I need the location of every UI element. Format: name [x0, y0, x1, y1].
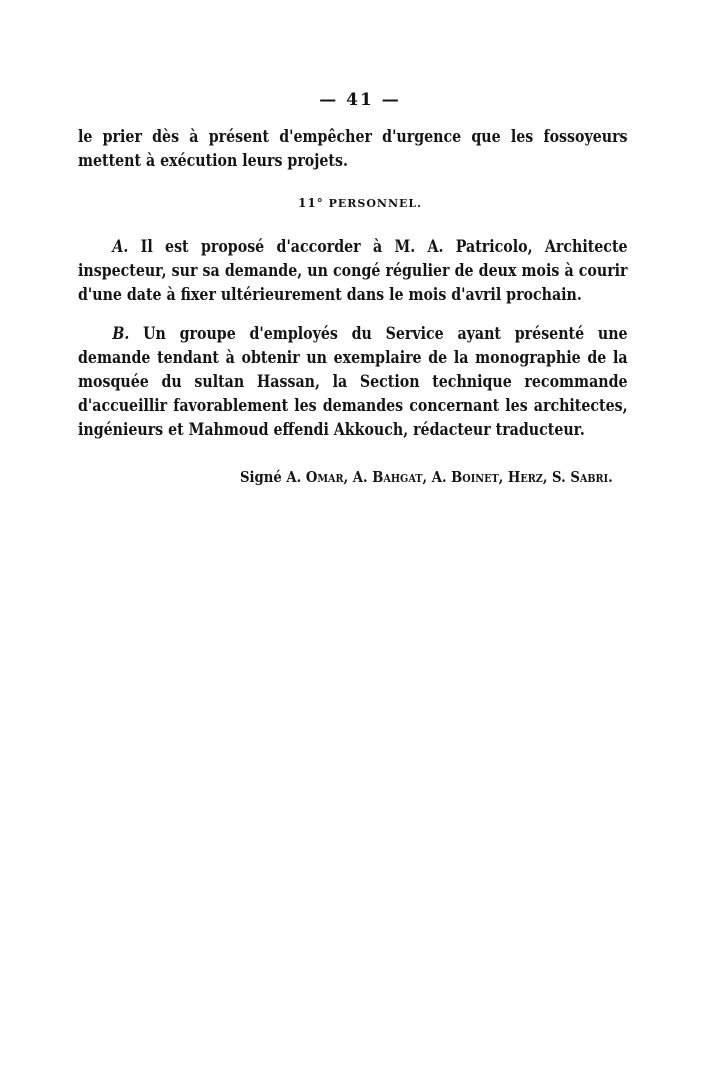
signatory-4-name: Herz	[507, 468, 543, 486]
signature-end: .	[608, 468, 613, 486]
section-heading	[0, 196, 720, 210]
intro-paragraph: le prier dès à présent d'empêcher d'urgence que les fossoyeurs mettent à exécution leurs projets.	[78, 127, 628, 170]
signature-separator: ,	[343, 468, 353, 486]
signatory-5-initial: S.	[552, 468, 571, 486]
signature-separator: ,	[542, 468, 553, 486]
paragraph-b-text: Un groupe d'employés du Service ayant présenté une demande tendant à obtenir un exemplaire de la monographie de la mosquée du sultan Hassan, la Section technique recommande d'accueillir favorablement les demandes concernant les architectes, ingénieurs et Mahmoud effendi Akkouch, rédacteur traducteur.	[78, 324, 628, 439]
signature-separator: ,	[422, 468, 432, 486]
paragraph-b	[78, 322, 628, 442]
signatory-5-name: Sabri	[570, 468, 609, 486]
signatory-3-initial: A.	[431, 468, 452, 486]
section-number: 11°	[298, 196, 324, 210]
signature-line	[240, 468, 613, 486]
paragraph-a-letter: A.	[112, 237, 129, 256]
page-number: — 41 —	[319, 90, 401, 110]
paragraph-a-text: Il est proposé d'accorder à M. A. Patricolo, Architecte inspecteur, sur sa demande, un congé régulier de deux mois à courir d'une date à fixer ultérieurement dans le mois d'avril prochain.	[78, 237, 628, 304]
section-title: PERSONNEL.	[328, 197, 422, 210]
paragraph-a	[78, 235, 628, 307]
signatory-1-name: Omar	[305, 468, 344, 486]
signatory-2-initial: A.	[352, 468, 373, 486]
signature-prefix: Signé	[240, 468, 282, 486]
signature-separator: ,	[498, 468, 508, 486]
paragraph-b-letter: B.	[112, 324, 130, 343]
signatory-3-name: Boinet	[451, 468, 499, 486]
signatory-2-name: Bahgat	[372, 468, 423, 486]
signatory-1-initial: A.	[286, 468, 306, 486]
